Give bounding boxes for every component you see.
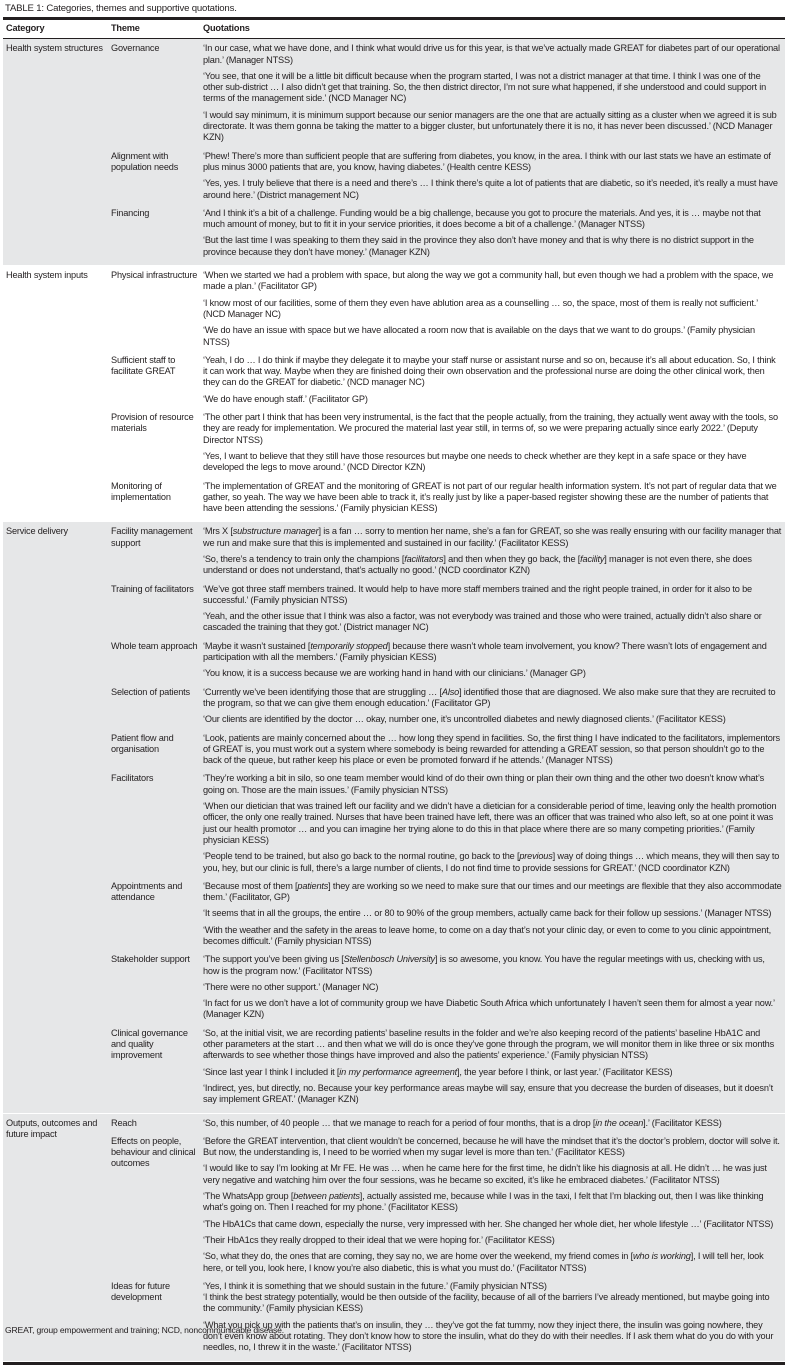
quotation (203, 641, 782, 664)
quotation (203, 1083, 782, 1106)
quotations-cell (203, 208, 785, 263)
quotation-text: ‘It seems that in all the groups, the entire … or 80 to 90% of the group members, actually came back for their follow up sessions.’ (Manager NTSS) (203, 908, 772, 919)
theme-row (111, 1281, 785, 1361)
category-label: Health system structures (6, 43, 103, 54)
quotations-cell (203, 1028, 785, 1111)
theme-row (111, 151, 785, 208)
header-quotations: Quotations (203, 23, 250, 33)
quotation (203, 270, 782, 293)
quotation-text: ‘So, this number, of 40 people … that we manage to reach for a period of four months, that is a drop [ (203, 1117, 596, 1128)
category-row (3, 266, 785, 522)
quotation (203, 1118, 782, 1129)
quotation-text: ] is a fan … sorry to mention her name, she’s a fan for GREAT, so she was really ensuring with our facility manager that we run and make sure that this is implemented and sustained in our facility.’ (Facilitator KESS) (203, 526, 782, 548)
quotation (203, 1320, 782, 1354)
quotation (203, 584, 782, 607)
quotation-emphasis: between patients (293, 1191, 360, 1202)
quotation-text: ‘I know most of our facilities, some of them they even have ablution area as a counselling … so, the space, most of them is really not sufficient.’ (NCD Manager NC) (203, 297, 758, 319)
quotation-text: ], actually assisted me, because while I was in the taxi, I felt that I’m blacking out, then I was like thinking what’s going on. Then I reached for my phone.’ (Facilitator KESS) (203, 1191, 764, 1213)
quotation-text: ‘Our clients are identified by the doctor … okay, number one, it’s uncontrolled diabetes and newly diagnosed clients.’ (Facilitator KESS) (203, 714, 726, 725)
quotations-cell (203, 481, 785, 520)
quotation-text: ‘So, at the initial visit, we are recording patients’ baseline results in the folder and we’re also keeping record of the patients’ baseline HbA1C and other parameters at the start … and then what we will do is once they’ve gone through the program, we will monitor them in like three or six months afterwards to see whether those things have improved and also the patients’ experience.’ (Family physician NTSS) (203, 1027, 775, 1061)
theme-label: Appointments and attendance (111, 880, 183, 903)
theme-label: Sufficient staff to facilitate GREAT (111, 354, 176, 377)
quotation-text: ‘So, what they do, the ones that are coming, they say no, we are home over the weekend, my friend comes in [ (203, 1251, 633, 1262)
quotation (203, 733, 782, 767)
quotation (203, 325, 782, 348)
quotation (203, 1191, 782, 1214)
quotation-text: ‘With the weather and the safety in the areas to leave home, to come on a day that’s not your clinic day, or even to come to you clinic appointment, becomes difficult.’ (Family physician NTSS) (203, 924, 771, 946)
quotation-emphasis: in my performance agreement (339, 1066, 457, 1077)
theme-label: Training of facilitators (111, 583, 194, 594)
quotation (203, 481, 782, 515)
theme-label: Patient flow and organisation (111, 732, 174, 754)
quotation-text: ‘You see, that one it will be a little bit difficult because when the program started, I was not a district manager at that time. I think I was one of the other sub-district … I also didn’t get that training. So, the then district director, I’m not sure what happened, if she understood and could support in terms of the management side.’ (NCD Manager NC) (203, 70, 767, 104)
theme-label: Facility management support (111, 526, 193, 548)
quotation (203, 554, 782, 577)
quotation (203, 355, 782, 389)
quotation (203, 668, 782, 679)
quotation (203, 235, 782, 258)
quotation-text: ‘So, there’s a tendency to train only the champions [ (203, 553, 405, 564)
category-row (3, 522, 785, 1113)
quotation (203, 1235, 782, 1246)
theme-row (111, 584, 785, 641)
quotations-cell (203, 355, 785, 410)
quotation-text: ‘The WhatsApp group [ (203, 1191, 294, 1202)
themes-list (111, 270, 785, 521)
quotation (203, 611, 782, 634)
quotation-text: ‘Look, patients are mainly concerned about the … how long they spend in facilities. So, the first thing I have indicated to the facilitators, implementors of GREAT is, you must work out a system where somebody is being rewarded for attending a GREAT session, so that person shouldn’t go to the back of the queue, but rather keep his place or even be promoted forward if he attends.’ (Manager NTSS) (203, 732, 780, 766)
table-footnote: GREAT, group empowerment and training; NCD, noncommunicable disease. (5, 1325, 284, 1335)
quotation (203, 43, 782, 66)
theme-row (111, 1028, 785, 1113)
theme-label: Facilitators (111, 773, 154, 784)
quotation-text: ‘Since last year I think I included it [ (203, 1066, 340, 1077)
quotation-text: ‘Yeah, and the other issue that I think was also a factor, was not everybody was trained and those who were trained, actually didn’t also share or cascaded the training that they got.’ (District manager NC) (203, 611, 762, 633)
quotation-text: ‘Indirect, yes, but directly, no. Because your key performance areas maybe will say, ensure that you decrease the burden of diseases, but it doesn’t say implement GREAT.’ (Manager KZN) (203, 1082, 774, 1105)
quotation-text: ] identified those that are diagnosed. We also make sure that they are recruited to the program, so that we can give them enough education.’ (Facilitator GP) (203, 686, 776, 708)
quotation-text: ].’ (Facilitator KESS) (643, 1117, 722, 1128)
quotation-text: ‘When our dietician that was trained left our facility and we didn’t have a dietician for a considerable period of time, leaving only the health promotion officer, the only one really trained. Nurses that have been trained have left, there was an officer that was trained who also left, so at one point it was just our health promotor … and you can imagine her trying alone to do this in that place where there are so many competing priorities.’ (Family physician KESS) (203, 801, 777, 845)
quotation-text: ‘And I think it’s a bit of a challenge. Funding would be a big challenge, because you got to procure the materials. And yes, it is … maybe not that much amount of money, but to fit it in your service priorities, it does become a bit of a challenge.’ (Manager NTSS) (203, 207, 761, 230)
quotation (203, 1067, 782, 1078)
quotation (203, 208, 782, 231)
theme-row (111, 641, 785, 687)
quotation (203, 925, 782, 948)
quotation-text: ] and then when they go back, the [ (443, 553, 581, 564)
quotation-text: ‘Mrs X [ (203, 526, 233, 537)
category-label: Outputs, outcomes and future impact (6, 1117, 98, 1139)
quotation (203, 412, 782, 446)
theme-label: Governance (111, 43, 160, 54)
quotations-cell (203, 270, 785, 353)
quotation (203, 881, 782, 904)
theme-row (111, 43, 785, 150)
quotation-text: ‘We do have an issue with space but we have allocated a room now that is available on the days that we want to do groups.’ (Family physician NTSS) (203, 325, 755, 347)
quotation-text: ‘Their HbA1cs they really dropped to their ideal that we were hoping for.’ (Facilitator KESS) (203, 1234, 555, 1245)
quotations-cell (203, 733, 785, 772)
themes-list (111, 526, 785, 1112)
theme-label: Effects on people, behaviour and clinical outcomes (111, 1135, 196, 1169)
quotation (203, 982, 782, 993)
quotation-text: ‘We’ve got three staff members trained. It would help to have more staff members trained and the right people trained, in order for it also to be successful.’ (Family physician NTSS) (203, 583, 752, 605)
quotation-emphasis: substructure manager (232, 526, 319, 537)
quotations-table (3, 17, 785, 1365)
theme-row (111, 733, 785, 774)
quotations-cell (203, 526, 785, 581)
quotation-text: ] is so awesome, you know. You have the regular meetings with us, checking with us, how is the program now.’ (Facilitator NTSS) (203, 954, 765, 976)
quotation-text: ‘Currently we’ve been identifying those that are struggling … [ (203, 686, 442, 697)
theme-label: Alignment with population needs (111, 150, 179, 172)
quotation-text: ‘We do have enough staff.’ (Facilitator GP) (203, 393, 368, 404)
quotation-text: ], I will tell her, look here, or tell you, look here, I know you’re also diabetic, this is what you must do.’ (Facilitator NTSS) (203, 1251, 764, 1273)
quotation-text: ‘Yeah, I do … I do think if maybe they delegate it to maybe your staff nurse or assistant nurse and so on, because it’s all about education. So, I think it can work that way. Maybe when they are finished doing their own observation and the professional nurse are doing the other clinical work, then they can do the GREAT for diabetic.’ (NCD manager NC) (203, 354, 776, 388)
quotation (203, 1136, 782, 1159)
quotation-text: ‘There were no other support.’ (Manager NC) (203, 981, 379, 992)
quotations-cell (203, 881, 785, 952)
quotation-text: ‘Phew! There’s more than sufficient people that are suffering from diabetes, you know, in the area. I think with our last stats we have an estimate of plus minus 3000 patients that are, you know, having diabetes.’ (Health centre KESS) (203, 150, 771, 172)
quotation (203, 1028, 782, 1062)
quotation (203, 71, 782, 105)
table-body (3, 39, 785, 1361)
theme-row (111, 1118, 785, 1136)
quotation-text: ‘Yes, yes. I truly believe that there is a need and there’s … I think there’s quite a lot of patients that are diabetic, so it’s needed, it’s really a must have around here.’ (District management NC) (203, 178, 778, 200)
header-theme: Theme (111, 23, 140, 33)
quotations-cell (203, 954, 785, 1025)
header-category: Category (6, 23, 45, 33)
quotation-emphasis: in the ocean (595, 1117, 644, 1128)
theme-row (111, 208, 785, 265)
quotation-text: ‘The other part I think that has been very instrumental, is the fact that the people actually, from the training, they actually went away with the tools, so they are ready for implementation. We procured the material last year still, in terms of, so we were preparing actually since early 2022.’ (Deputy Director NTSS) (203, 412, 778, 445)
quotation-text: ‘In our case, what we have done, and I think what would drive us for this year, is that we’ve actually made GREAT for diabetes part of our operational plan.’ (Manager NTSS) (203, 43, 780, 65)
theme-row (111, 355, 785, 412)
theme-label: Monitoring of implementation (111, 480, 171, 502)
quotation-emphasis: patients (297, 880, 329, 891)
quotation-text: ‘Because most of them [ (203, 880, 298, 891)
quotation-emphasis: temporarily stopped (310, 640, 388, 651)
theme-row (111, 1136, 785, 1281)
quotation-text: ‘When we started we had a problem with space, but along the way we got a community hall, but even though we had a problem with the space, we made a plan.’ (Facilitator GP) (203, 270, 774, 292)
quotation-emphasis: facility (580, 553, 605, 564)
theme-label: Financing (111, 207, 150, 218)
category-row (3, 39, 785, 266)
quotation (203, 526, 782, 549)
category-label: Service delivery (6, 526, 68, 537)
quotation (203, 1219, 782, 1230)
quotation-text: ‘But the last time I was speaking to them they said in the province they also don’t have money and that is why there is no district support in the province because they don’t have money.’ (Manager KZN) (203, 235, 754, 257)
quotation (203, 151, 782, 174)
quotation-text: ] they are working so we need to make sure that our times and our meetings are flexible that they also accommodate them.’ (Facilitator, GP) (203, 880, 782, 903)
theme-label: Whole team approach (111, 640, 198, 651)
quotations-cell (203, 1281, 785, 1359)
table-title: TABLE 1: Categories, themes and supportive quotations. (5, 3, 237, 14)
quotation-text: ], the year before I think, or last year.’ (Facilitator KESS) (457, 1066, 673, 1077)
quotation (203, 110, 782, 144)
quotations-cell (203, 641, 785, 685)
quotations-cell (203, 1118, 785, 1134)
quotation-text: ] because there wasn’t whole team involvement, you know? There wasn’t lots of engagement and participation with all the members.’ (Family physician KESS) (203, 640, 767, 663)
theme-row (111, 526, 785, 583)
category-label: Health system inputs (6, 270, 88, 281)
quotation-text: ‘Before the GREAT intervention, that client wouldn’t be concerned, because he will have the mindset that it’s the doctor’s problem, doctor will solve it. But now, the understanding is, I need to be worried when my sugar level is more than ten.’ (Facilitator KESS) (203, 1135, 780, 1158)
quotation-emphasis: Also (441, 686, 460, 697)
quotation (203, 451, 782, 474)
quotation (203, 851, 782, 874)
quotation (203, 998, 782, 1021)
table-header-row (3, 20, 785, 39)
quotation-text: ‘The HbA1Cs that came down, especially the nurse, very impressed with her. She changed her whole diet, her whole lifestyle …’ (Facilitator NTSS) (203, 1218, 774, 1229)
themes-list (111, 43, 785, 265)
quotation-text: ‘People tend to be trained, but also go back to the normal routine, go back to the [ (203, 851, 520, 862)
quotation-text: ‘The implementation of GREAT and the monitoring of GREAT is not part of our regular health information system. It’s not part of regular data that we gather, so yeah. The way we have been able to track it, it’s really just by like a paper-based register showing these are the number of patients that have been attending the sessions.’ (Family physician KESS) (203, 480, 777, 514)
theme-row (111, 270, 785, 355)
quotation-text: ‘Maybe it wasn’t sustained [ (203, 640, 311, 651)
quotation-text: ] way of doing things … which means, they will then say to you, hey, but our clinic is full, there’s a large number of clients, I do not find time to provide sessions for GREAT.’ (NCD coordinator KZN) (203, 851, 780, 873)
quotation (203, 908, 782, 919)
quotation (203, 178, 782, 201)
quotation-text: ‘In fact for us we don’t have a lot of community group we have Diabetic South Africa which unfortunately I haven’t seen them for almost a year now.’ (Manager KZN) (203, 998, 775, 1020)
quotation-emphasis: Stellenbosch University (343, 954, 435, 965)
theme-label: Provision of resource materials (111, 412, 194, 434)
theme-row (111, 481, 785, 522)
quotation-text: ‘You know, it is a success because we are working hand in hand with our clinicians.’ (Manager GP) (203, 668, 586, 679)
theme-label: Selection of patients (111, 686, 190, 697)
theme-label: Clinical governance and quality improvement (111, 1027, 188, 1061)
quotation (203, 687, 782, 710)
quotation-text: ‘What you pick up with the patients that’s on insulin, they … they’ve got the fat tummy, now they inject there, the insulin was going nowhere, they don’t even know about rotating. They don’t know how to store the insulin, what do they do with their needles. If I ask them what do you do with your needles, no, I threw it in the waste.’ (Facilitator NTSS) (203, 1319, 774, 1353)
quotation-text: ‘I would say minimum, it is minimum support because our senior managers are the one that are actually sitting as a cluster when we agreed it is sub directorate. It was them gonna be taking the matter to a bigger cluster, but unfortunately there it is no, it has never been discussed.’ (NCD Manager KZN) (203, 109, 777, 143)
quotation (203, 394, 782, 405)
quotation-emphasis: previous (519, 851, 553, 862)
quotation (203, 773, 782, 796)
theme-row (111, 687, 785, 733)
quotation (203, 1251, 782, 1274)
theme-row (111, 412, 785, 480)
quotations-cell (203, 1136, 785, 1279)
quotations-cell (203, 584, 785, 639)
quotations-cell (203, 43, 785, 148)
theme-row (111, 881, 785, 954)
quotation-emphasis: facilitators (404, 553, 444, 564)
quotation-text: ‘They’re working a bit in silo, so one team member would kind of do their own thing or plan their own thing and the other two doesn’t know what’s going on. Those are the main issues.’ (Family physician NTSS) (203, 773, 765, 795)
theme-row (111, 954, 785, 1027)
theme-label: Reach (111, 1117, 137, 1128)
quotations-cell (203, 773, 785, 878)
quotation-text: ] manager is not even there, she does understand or does not understand, that’s actually no good.’ (NCD coordinator KZN) (203, 553, 752, 576)
quotation (203, 1163, 782, 1186)
quotation-text: ‘I would like to say I’m looking at Mr FE. He was … when he came here for the first time, he didn’t like his diagnosis at all. He didn’t … he was just very negative and watching him over the four sessions, was he became so excited, it’s like he embraced diabetes.’ (Facilitator NTSS) (203, 1163, 767, 1185)
quotation-text: ‘The support you’ve been giving us [ (203, 954, 344, 965)
quotations-cell (203, 412, 785, 478)
theme-label: Stakeholder support (111, 954, 190, 965)
quotation-emphasis: who is working (632, 1251, 691, 1262)
quotation-text: ‘Yes, I want to believe that they still have those resources but maybe one needs to check whether are they kept in a safe space or they have developed the legs to move around.’ (NCD Director KZN) (203, 450, 747, 473)
quotation: ‘Yes, I think it is something that we should sustain in the future.’ (Family physician NTSS) ‘I think the best strategy potentially, would be then outside of the facility, because of all of the barriers I’ve already mentioned, but maybe going into the community.’ (Family physician KESS) (203, 1280, 770, 1314)
quotation (203, 954, 782, 977)
quotations-cell (203, 151, 785, 206)
theme-label: Ideas for future development (111, 1280, 170, 1303)
quotation (203, 714, 782, 725)
quotations-cell (203, 687, 785, 731)
quotation (203, 298, 782, 321)
theme-row (111, 773, 785, 880)
quotation (203, 801, 782, 846)
theme-label: Physical infrastructure (111, 270, 198, 281)
